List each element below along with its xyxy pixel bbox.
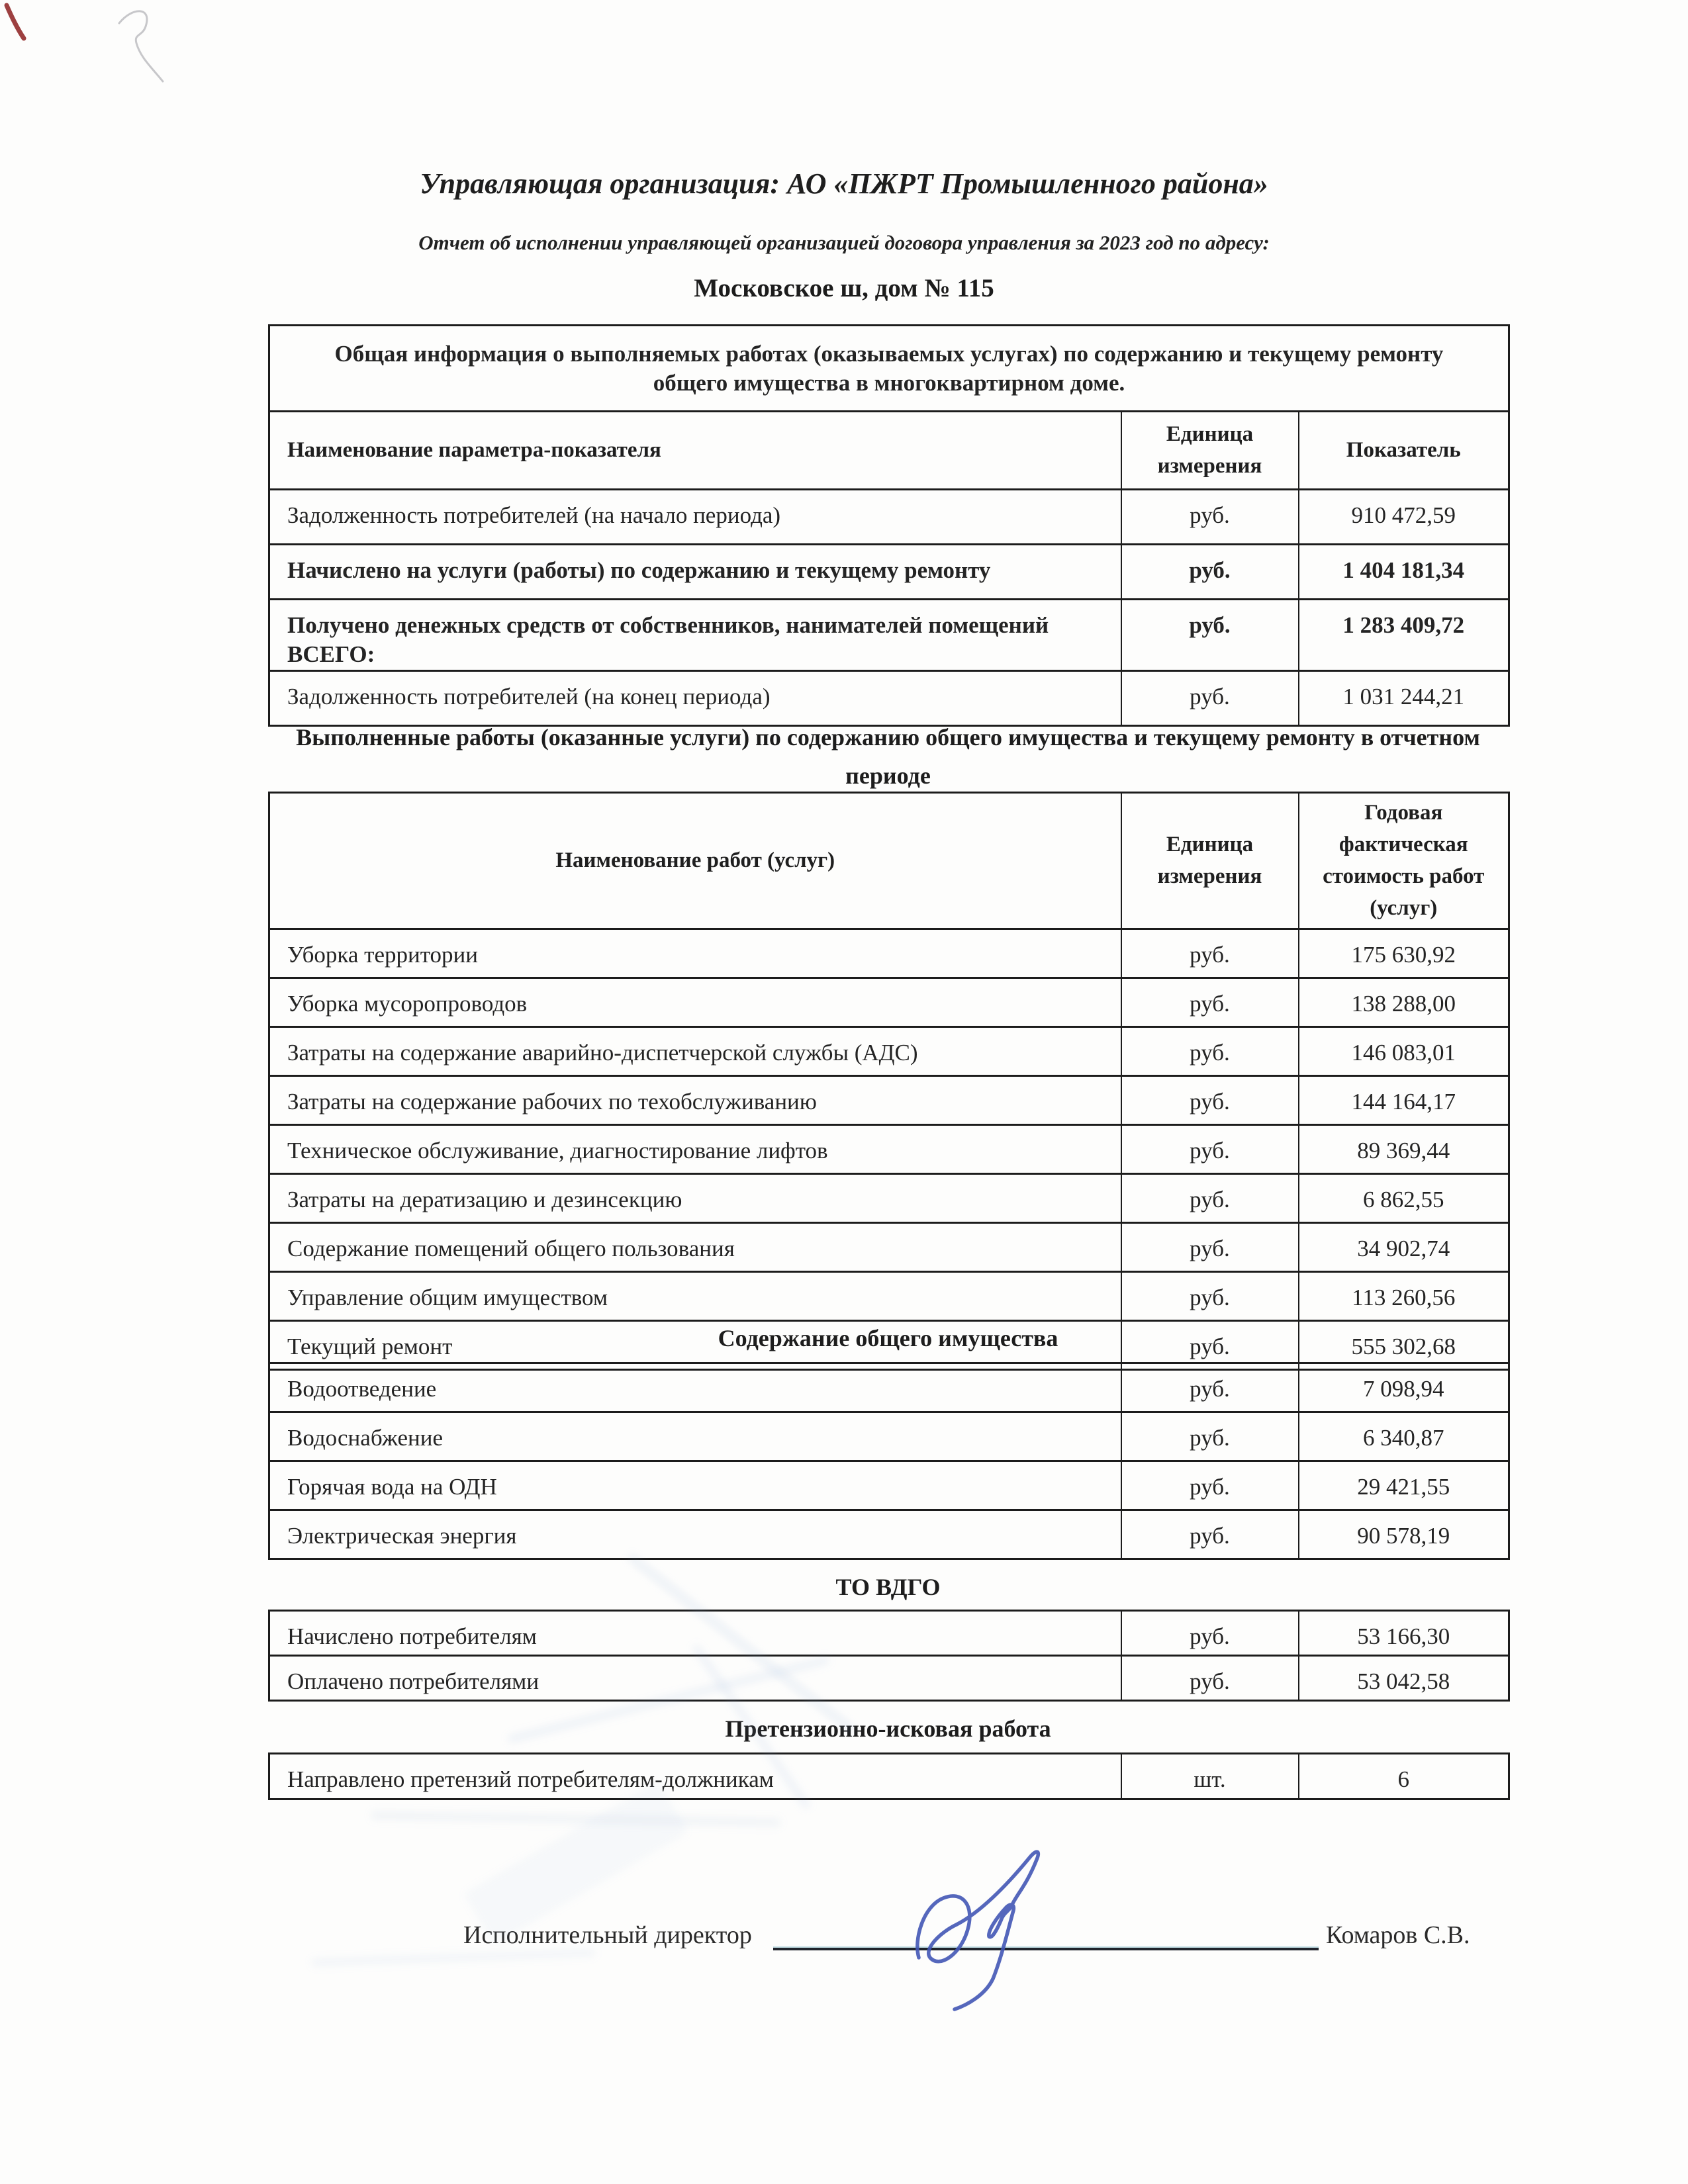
cell-value: 1 031 244,21 bbox=[1299, 670, 1509, 725]
cell-value: 7 098,94 bbox=[1299, 1363, 1509, 1412]
table-row bbox=[269, 545, 1509, 600]
cell-value: 6 340,87 bbox=[1299, 1412, 1509, 1461]
table-row bbox=[269, 490, 1509, 545]
page-subtitle: Отчет об исполнении управляющей организацией договора управления за 2023 год по адресу: bbox=[418, 231, 1270, 254]
cell-unit: шт. bbox=[1121, 1754, 1299, 1799]
column-header: Наименование параметра-показателя bbox=[269, 412, 1121, 490]
cell-name: Техническое обслуживание, диагностирование лифтов bbox=[269, 1125, 1121, 1174]
works-table bbox=[268, 792, 1510, 1371]
cell-value: 90 578,19 bbox=[1299, 1510, 1509, 1559]
table-row bbox=[269, 1611, 1509, 1656]
table-row bbox=[269, 1027, 1509, 1076]
cell-unit: руб. bbox=[1121, 1174, 1299, 1223]
cell-value: 6 bbox=[1299, 1754, 1509, 1799]
cell-unit: руб. bbox=[1121, 1076, 1299, 1125]
cell-unit: руб. bbox=[1121, 1272, 1299, 1321]
section-title-works: Выполненные работы (оказанные услуги) по содержанию общего имущества и текущему ремонту в отчетном периоде bbox=[296, 724, 1480, 789]
cell-value: 138 288,00 bbox=[1299, 978, 1509, 1027]
cell-unit: руб. bbox=[1121, 1461, 1299, 1510]
section-title-claims: Претензионно-исковая работа bbox=[725, 1715, 1051, 1742]
cell-unit: руб. bbox=[1121, 490, 1299, 545]
cell-unit: руб. bbox=[1121, 1223, 1299, 1272]
vdgo-table bbox=[268, 1610, 1510, 1702]
signature-role-label: Исполнительный директор bbox=[463, 1921, 752, 1949]
table-row bbox=[269, 1656, 1509, 1701]
table-row bbox=[269, 1125, 1509, 1174]
table-row bbox=[269, 1174, 1509, 1223]
cell-unit: руб. bbox=[1121, 1510, 1299, 1559]
cell-unit: руб. bbox=[1121, 929, 1299, 978]
cell-unit: руб. bbox=[1121, 1125, 1299, 1174]
cell-value: 53 042,58 bbox=[1299, 1656, 1509, 1701]
cell-name: Направлено претензий потребителям-должникам bbox=[269, 1754, 1121, 1799]
cell-name: Текущий ремонт bbox=[269, 1321, 1121, 1370]
cell-name: Электрическая энергия bbox=[269, 1510, 1121, 1559]
claims-table bbox=[268, 1752, 1510, 1800]
table-header-row bbox=[269, 412, 1509, 490]
cell-name: Затраты на содержание рабочих по техобслуживанию bbox=[269, 1076, 1121, 1125]
table-row bbox=[269, 978, 1509, 1027]
cell-name: Уборка мусоропроводов bbox=[269, 978, 1121, 1027]
cell-value: 89 369,44 bbox=[1299, 1125, 1509, 1174]
cell-name: Горячая вода на ОДН bbox=[269, 1461, 1121, 1510]
cell-name: Начислено на услуги (работы) по содержанию и текущему ремонту bbox=[269, 545, 1121, 600]
cell-unit: руб. bbox=[1121, 1321, 1299, 1370]
cell-value: 146 083,01 bbox=[1299, 1027, 1509, 1076]
table-row bbox=[269, 1412, 1509, 1461]
pencil-mark-artifact bbox=[106, 3, 185, 89]
red-corner-mark-artifact bbox=[1, 1, 29, 42]
cell-value: 34 902,74 bbox=[1299, 1223, 1509, 1272]
table-row bbox=[269, 1461, 1509, 1510]
column-header: Наименование работ (услуг) bbox=[269, 793, 1121, 929]
table-row bbox=[269, 1223, 1509, 1272]
signature-ink bbox=[907, 1840, 1053, 2019]
cell-unit: руб. bbox=[1121, 670, 1299, 725]
cell-unit: руб. bbox=[1121, 1656, 1299, 1701]
column-header: Единица измерения bbox=[1121, 793, 1299, 929]
cell-value: 910 472,59 bbox=[1299, 490, 1509, 545]
table-row bbox=[269, 929, 1509, 978]
cell-name: Начислено потребителям bbox=[269, 1611, 1121, 1656]
cell-name: Задолженность потребителей (на начало периода) bbox=[269, 490, 1121, 545]
cell-name: Задолженность потребителей (на конец периода) bbox=[269, 670, 1121, 725]
cell-name: Оплачено потребителями bbox=[269, 1656, 1121, 1701]
cell-unit: руб. bbox=[1121, 1611, 1299, 1656]
cell-name: Уборка территории bbox=[269, 929, 1121, 978]
cell-value: 1 283 409,72 bbox=[1299, 600, 1509, 671]
cell-unit: руб. bbox=[1121, 600, 1299, 671]
general-info-table bbox=[268, 324, 1510, 727]
cell-unit: руб. bbox=[1121, 978, 1299, 1027]
cell-name: Затраты на дератизацию и дезинсекцию bbox=[269, 1174, 1121, 1223]
cell-value: 113 260,56 bbox=[1299, 1272, 1509, 1321]
table-row bbox=[269, 1272, 1509, 1321]
column-header: Показатель bbox=[1299, 412, 1509, 490]
cell-value: 555 302,68 bbox=[1299, 1321, 1509, 1370]
table-row bbox=[269, 600, 1509, 671]
cell-unit: руб. bbox=[1121, 1027, 1299, 1076]
column-header: Годовая фактическая стоимость работ (услуг) bbox=[1299, 793, 1509, 929]
cell-name: Водоснабжение bbox=[269, 1412, 1121, 1461]
cell-unit: руб. bbox=[1121, 545, 1299, 600]
cell-value: 6 862,55 bbox=[1299, 1174, 1509, 1223]
cell-value: 144 164,17 bbox=[1299, 1076, 1509, 1125]
cell-unit: руб. bbox=[1121, 1363, 1299, 1412]
table-row bbox=[269, 1363, 1509, 1412]
table-row bbox=[269, 1076, 1509, 1125]
table-header-row bbox=[269, 793, 1509, 929]
cell-value: 53 166,30 bbox=[1299, 1611, 1509, 1656]
cell-unit: руб. bbox=[1121, 1412, 1299, 1461]
table-caption: Общая информация о выполняемых работах (оказываемых услугах) по содержанию и текущему ремонту общего имущества в многоквартирном доме. bbox=[269, 326, 1509, 412]
cell-name: Затраты на содержание аварийно-диспетчерской службы (АДС) bbox=[269, 1027, 1121, 1076]
page-address: Московское ш, дом № 115 bbox=[694, 274, 994, 302]
cell-value: 29 421,55 bbox=[1299, 1461, 1509, 1510]
signature-name-label: Комаров С.В. bbox=[1326, 1921, 1470, 1949]
table-caption-row bbox=[269, 326, 1509, 412]
section-title-common-property: Содержание общего имущества bbox=[718, 1325, 1058, 1351]
cell-name: Водоотведение bbox=[269, 1363, 1121, 1412]
cell-value: 175 630,92 bbox=[1299, 929, 1509, 978]
cell-name: Управление общим имуществом bbox=[269, 1272, 1121, 1321]
cell-value: 1 404 181,34 bbox=[1299, 545, 1509, 600]
table-row bbox=[269, 670, 1509, 725]
cell-name: Получено денежных средств от собственников, нанимателей помещений ВСЕГО: bbox=[269, 600, 1121, 671]
cell-name: Содержание помещений общего пользования bbox=[269, 1223, 1121, 1272]
page-title: Управляющая организация: АО «ПЖРТ Промышленного района» bbox=[420, 167, 1268, 200]
table-row bbox=[269, 1510, 1509, 1559]
table-row bbox=[269, 1754, 1509, 1799]
column-header: Единица измерения bbox=[1121, 412, 1299, 490]
common-property-table bbox=[268, 1362, 1510, 1560]
section-title-vdgo: ТО ВДГО bbox=[835, 1574, 941, 1600]
